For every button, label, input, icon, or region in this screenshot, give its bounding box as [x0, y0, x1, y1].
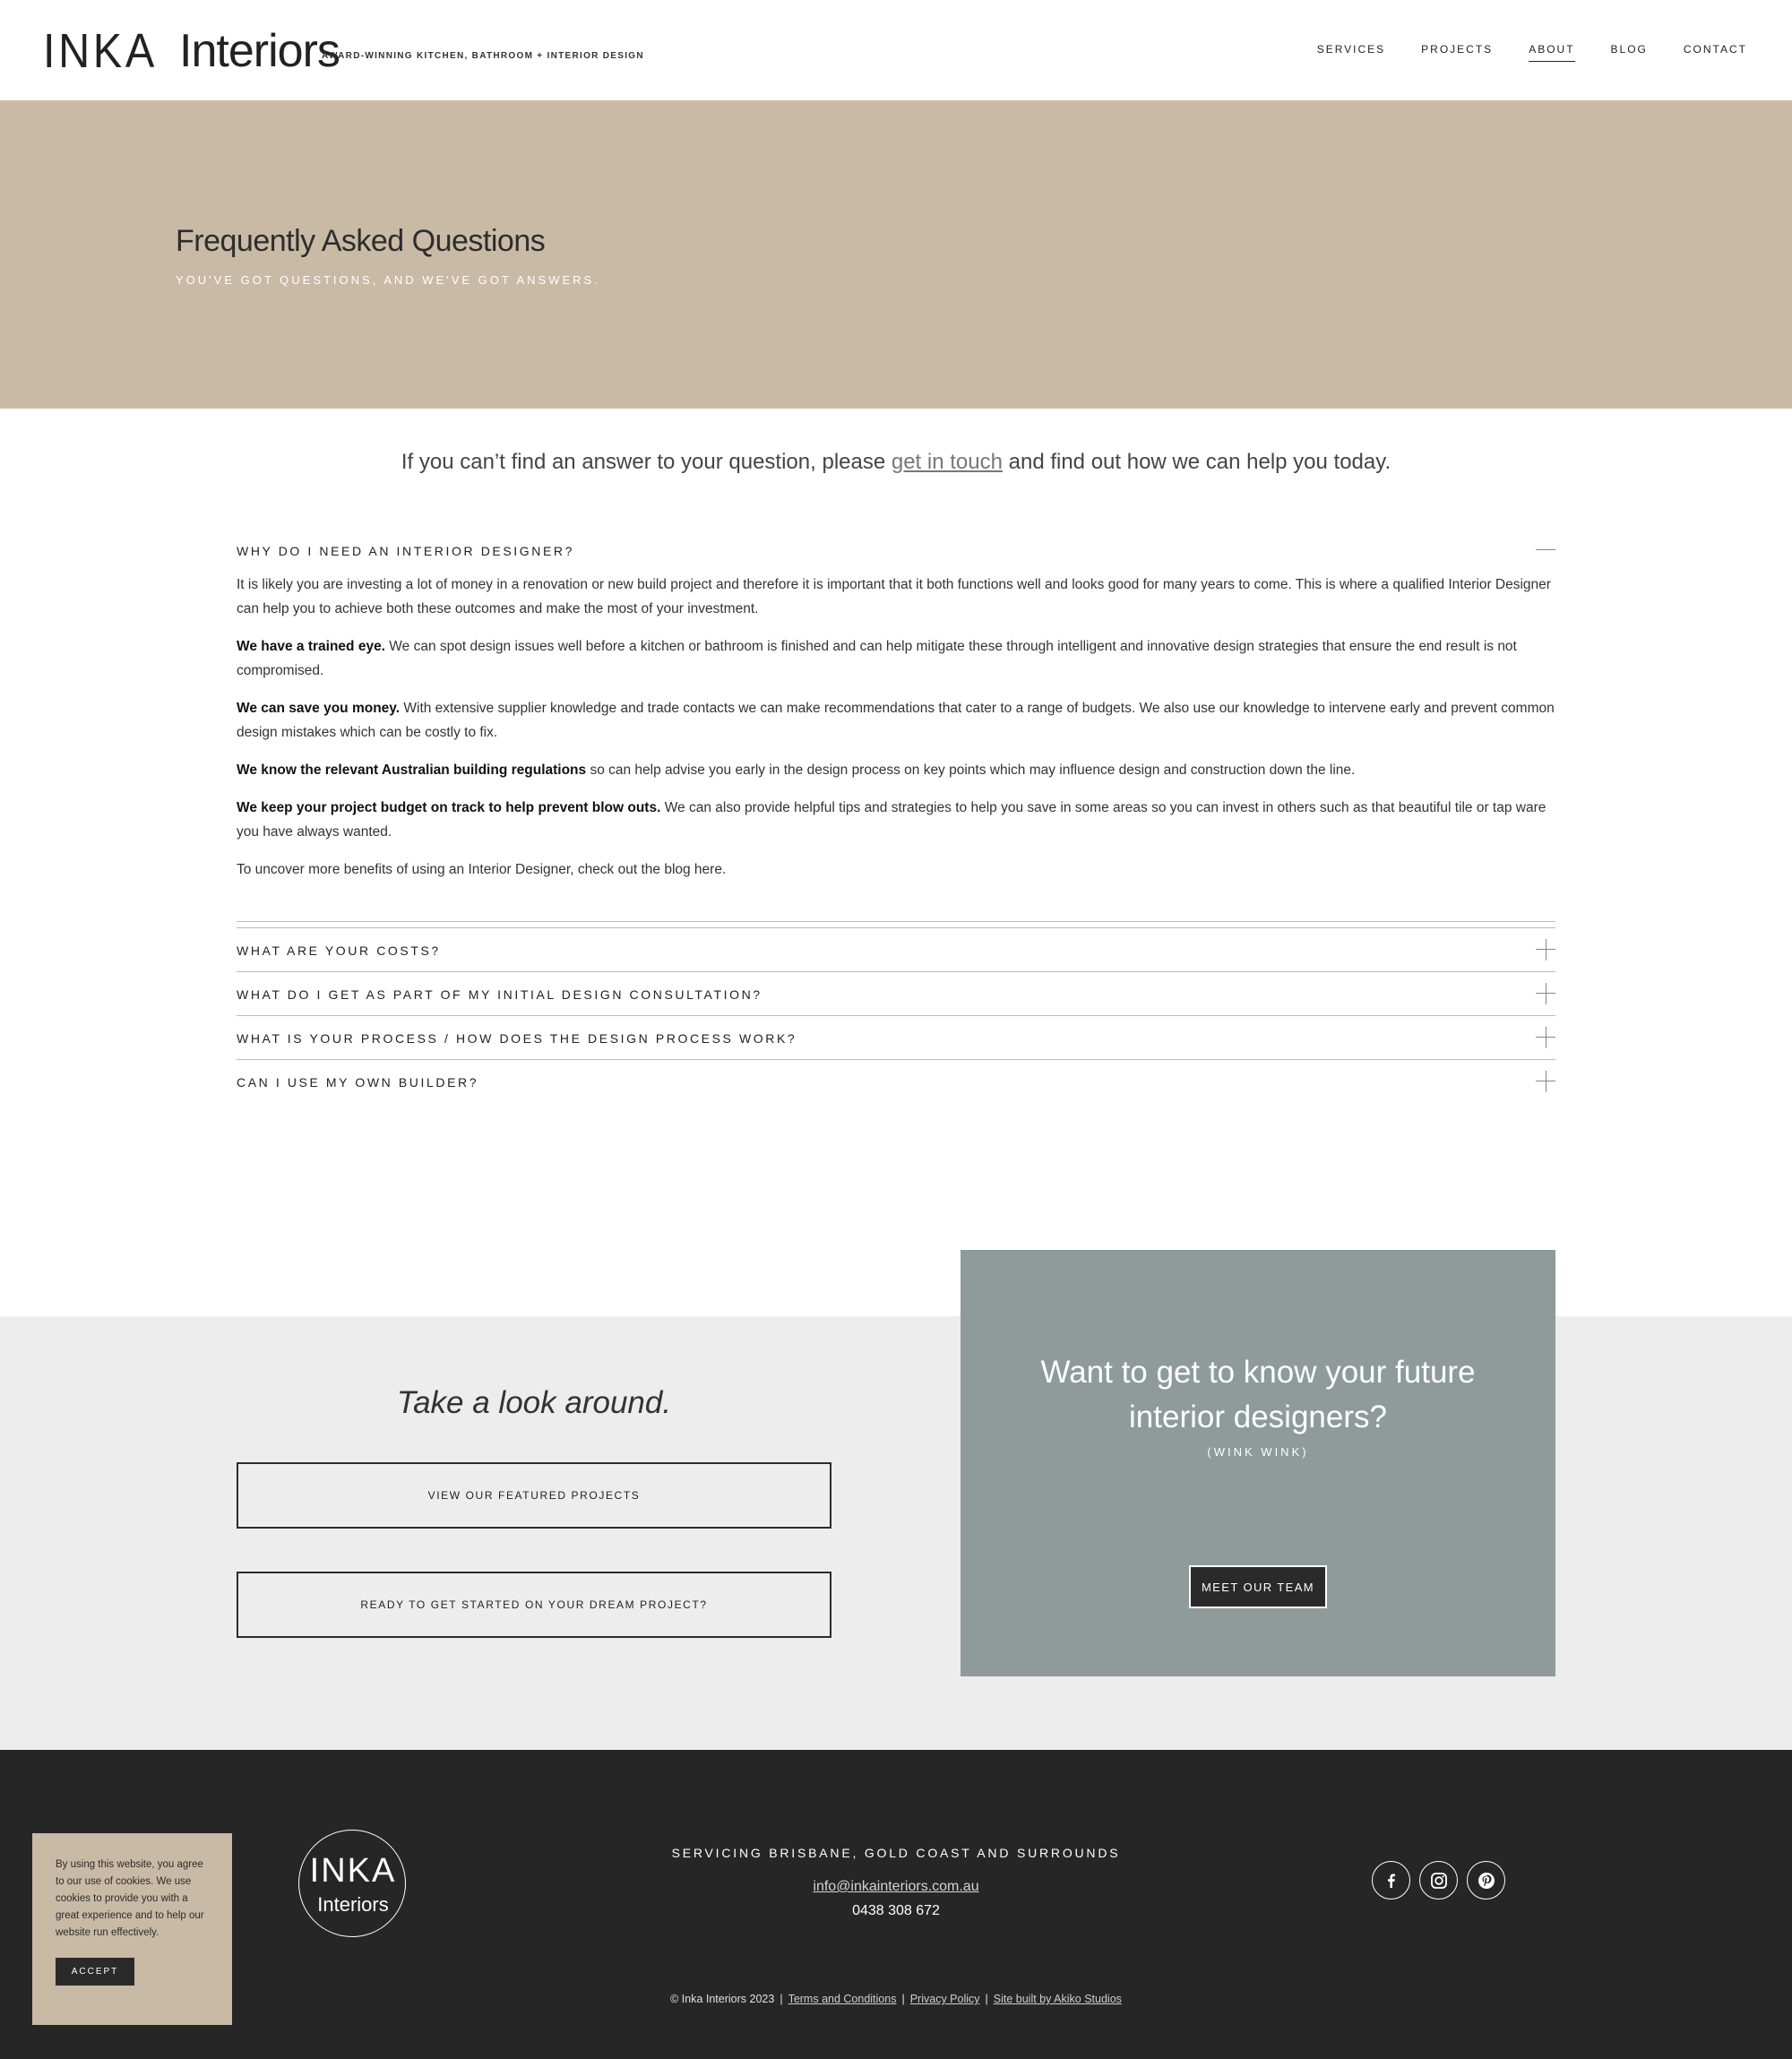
intro-before: If you can’t find an answer to your question, please [401, 450, 892, 474]
faq-question-label: WHAT ARE YOUR COSTS? [237, 943, 441, 958]
faq-question-label: WHY DO I NEED AN INTERIOR DESIGNER? [237, 544, 575, 558]
site-logo[interactable] [43, 24, 340, 78]
answer-bold: We can save you money. [237, 701, 401, 716]
separator: | [985, 1993, 988, 2005]
expand-icon[interactable] [1536, 1027, 1555, 1048]
site-header [0, 0, 1792, 100]
phone-number[interactable]: 0438 308 672 [852, 1903, 940, 1918]
team-card [961, 1250, 1555, 1676]
nav-projects[interactable]: PROJECTS [1421, 43, 1494, 56]
facebook-icon[interactable] [1372, 1861, 1410, 1900]
answer-paragraph [237, 634, 1555, 683]
faq-question-consultation[interactable] [237, 971, 1555, 1015]
page-title: Frequently Asked Questions [176, 224, 546, 258]
footer-logo-word: Interiors [317, 1893, 389, 1916]
blog-link-paragraph[interactable]: To uncover more benefits of using an Interior Designer, check out the blog here. [237, 862, 727, 877]
social-links [1372, 1861, 1505, 1900]
hero-banner [0, 100, 1792, 409]
intro-after: and find out how we can help you today. [1002, 450, 1391, 474]
expand-icon[interactable] [1536, 1071, 1555, 1092]
get-started-button[interactable]: READY TO GET STARTED ON YOUR DREAM PROJECT? [237, 1572, 831, 1638]
answer-text: We can also provide helpful tips and strategies to help you save in some areas so you can invest in others such as that beautiful tile or tap ware you have always wanted. [237, 800, 1546, 840]
page-subtitle: YOU'VE GOT QUESTIONS, AND WE'VE GOT ANSWERS. [176, 273, 600, 287]
faq-question-costs[interactable] [237, 927, 1555, 971]
main-nav [1317, 43, 1747, 62]
answer-paragraph [237, 758, 1555, 782]
expand-icon[interactable] [1536, 983, 1555, 1004]
terms-link[interactable]: Terms and Conditions [788, 1993, 897, 2005]
faq-answer [237, 568, 1555, 882]
faq-question-label: CAN I USE MY OWN BUILDER? [237, 1075, 479, 1090]
nav-about[interactable]: ABOUT [1529, 43, 1574, 62]
legal-row [0, 1993, 1792, 2005]
answer-text: We can spot design issues well before a kitchen or bathroom is finished and can help mitigate these through intelligent and innovative design strategies that ensure the end result is not compromised. [237, 639, 1517, 678]
email-link[interactable]: info@inkainteriors.com.au [813, 1879, 979, 1894]
team-heading-line: Want to get to know your future [1040, 1355, 1476, 1390]
answer-paragraph: It is likely you are investing a lot of money in a renovation or new build project and therefore it is important that it both functions well and looks good for many years to come. This is where a qualified Interior Designer can help you to achieve both these outcomes and make the most of your investment. [237, 577, 1551, 616]
privacy-link[interactable]: Privacy Policy [909, 1993, 980, 2005]
copyright: © Inka Interiors 2023 [670, 1993, 775, 2005]
separator: | [780, 1993, 783, 2005]
accept-cookies-button[interactable]: ACCEPT [56, 1958, 134, 1986]
team-heading [961, 1350, 1555, 1440]
faq-question-builder[interactable] [237, 1059, 1555, 1103]
intro-text [0, 450, 1792, 475]
site-tagline: AWARD-WINNING KITCHEN, BATHROOM + INTERIOR DESIGN [322, 51, 644, 61]
answer-paragraph [237, 696, 1555, 745]
faq-question-label: WHAT DO I GET AS PART OF MY INITIAL DESIGN CONSULTATION? [237, 987, 762, 1002]
instagram-icon[interactable] [1419, 1861, 1458, 1900]
answer-bold: We keep your project budget on track to help prevent blow outs. [237, 800, 661, 815]
nav-blog[interactable]: BLOG [1610, 43, 1648, 56]
answer-bold: We know the relevant Australian building regulations [237, 762, 587, 778]
answer-bold: We have a trained eye. [237, 639, 385, 654]
wink-text: (WINK WINK) [1207, 1445, 1309, 1459]
nav-contact[interactable]: CONTACT [1683, 43, 1747, 56]
servicing-area: SERVICING BRISBANE, GOLD COAST AND SURROUNDS [671, 1846, 1121, 1860]
email-row [0, 1879, 1792, 1895]
collapse-icon[interactable] [1536, 549, 1555, 550]
faq-question-label: WHAT IS YOUR PROCESS / HOW DOES THE DESIGN PROCESS WORK? [237, 1031, 797, 1046]
get-in-touch-link[interactable]: get in touch [891, 450, 1003, 474]
cookie-text: By using this website, you agree to our use of cookies. We use cookies to provide you with a great experience and to help our website run effectively. [56, 1859, 204, 1938]
faq-question-open[interactable] [237, 532, 1555, 568]
expand-icon[interactable] [1536, 939, 1555, 961]
site-credit-link[interactable]: Site built by Akiko Studios [993, 1993, 1122, 2005]
separator: | [901, 1993, 905, 2005]
answer-text: With extensive supplier knowledge and trade contacts we can make recommendations that cater to a range of budgets. We also use our knowledge to intervene early and prevent common design mistakes which can be costly to fix. [237, 701, 1555, 740]
look-around-heading: Take a look around. [396, 1385, 672, 1420]
featured-projects-button[interactable]: VIEW OUR FEATURED PROJECTS [237, 1462, 831, 1529]
team-heading-line: interior designers? [1129, 1400, 1387, 1434]
nav-services[interactable]: SERVICES [1316, 43, 1386, 56]
answer-text: so can help advise you early in the design process on key points which may influence design and construction down the line. [586, 762, 1356, 778]
logo-mark: INKA [43, 24, 158, 78]
pinterest-icon[interactable] [1467, 1861, 1505, 1900]
answer-paragraph [237, 796, 1555, 844]
faq-question-process[interactable] [237, 1015, 1555, 1059]
logo-word: Interiors [179, 25, 340, 77]
footer-logo-mark: INKA [309, 1852, 397, 1890]
meet-team-button[interactable]: MEET OUR TEAM [1189, 1565, 1327, 1608]
faq-accordion [237, 532, 1555, 1103]
